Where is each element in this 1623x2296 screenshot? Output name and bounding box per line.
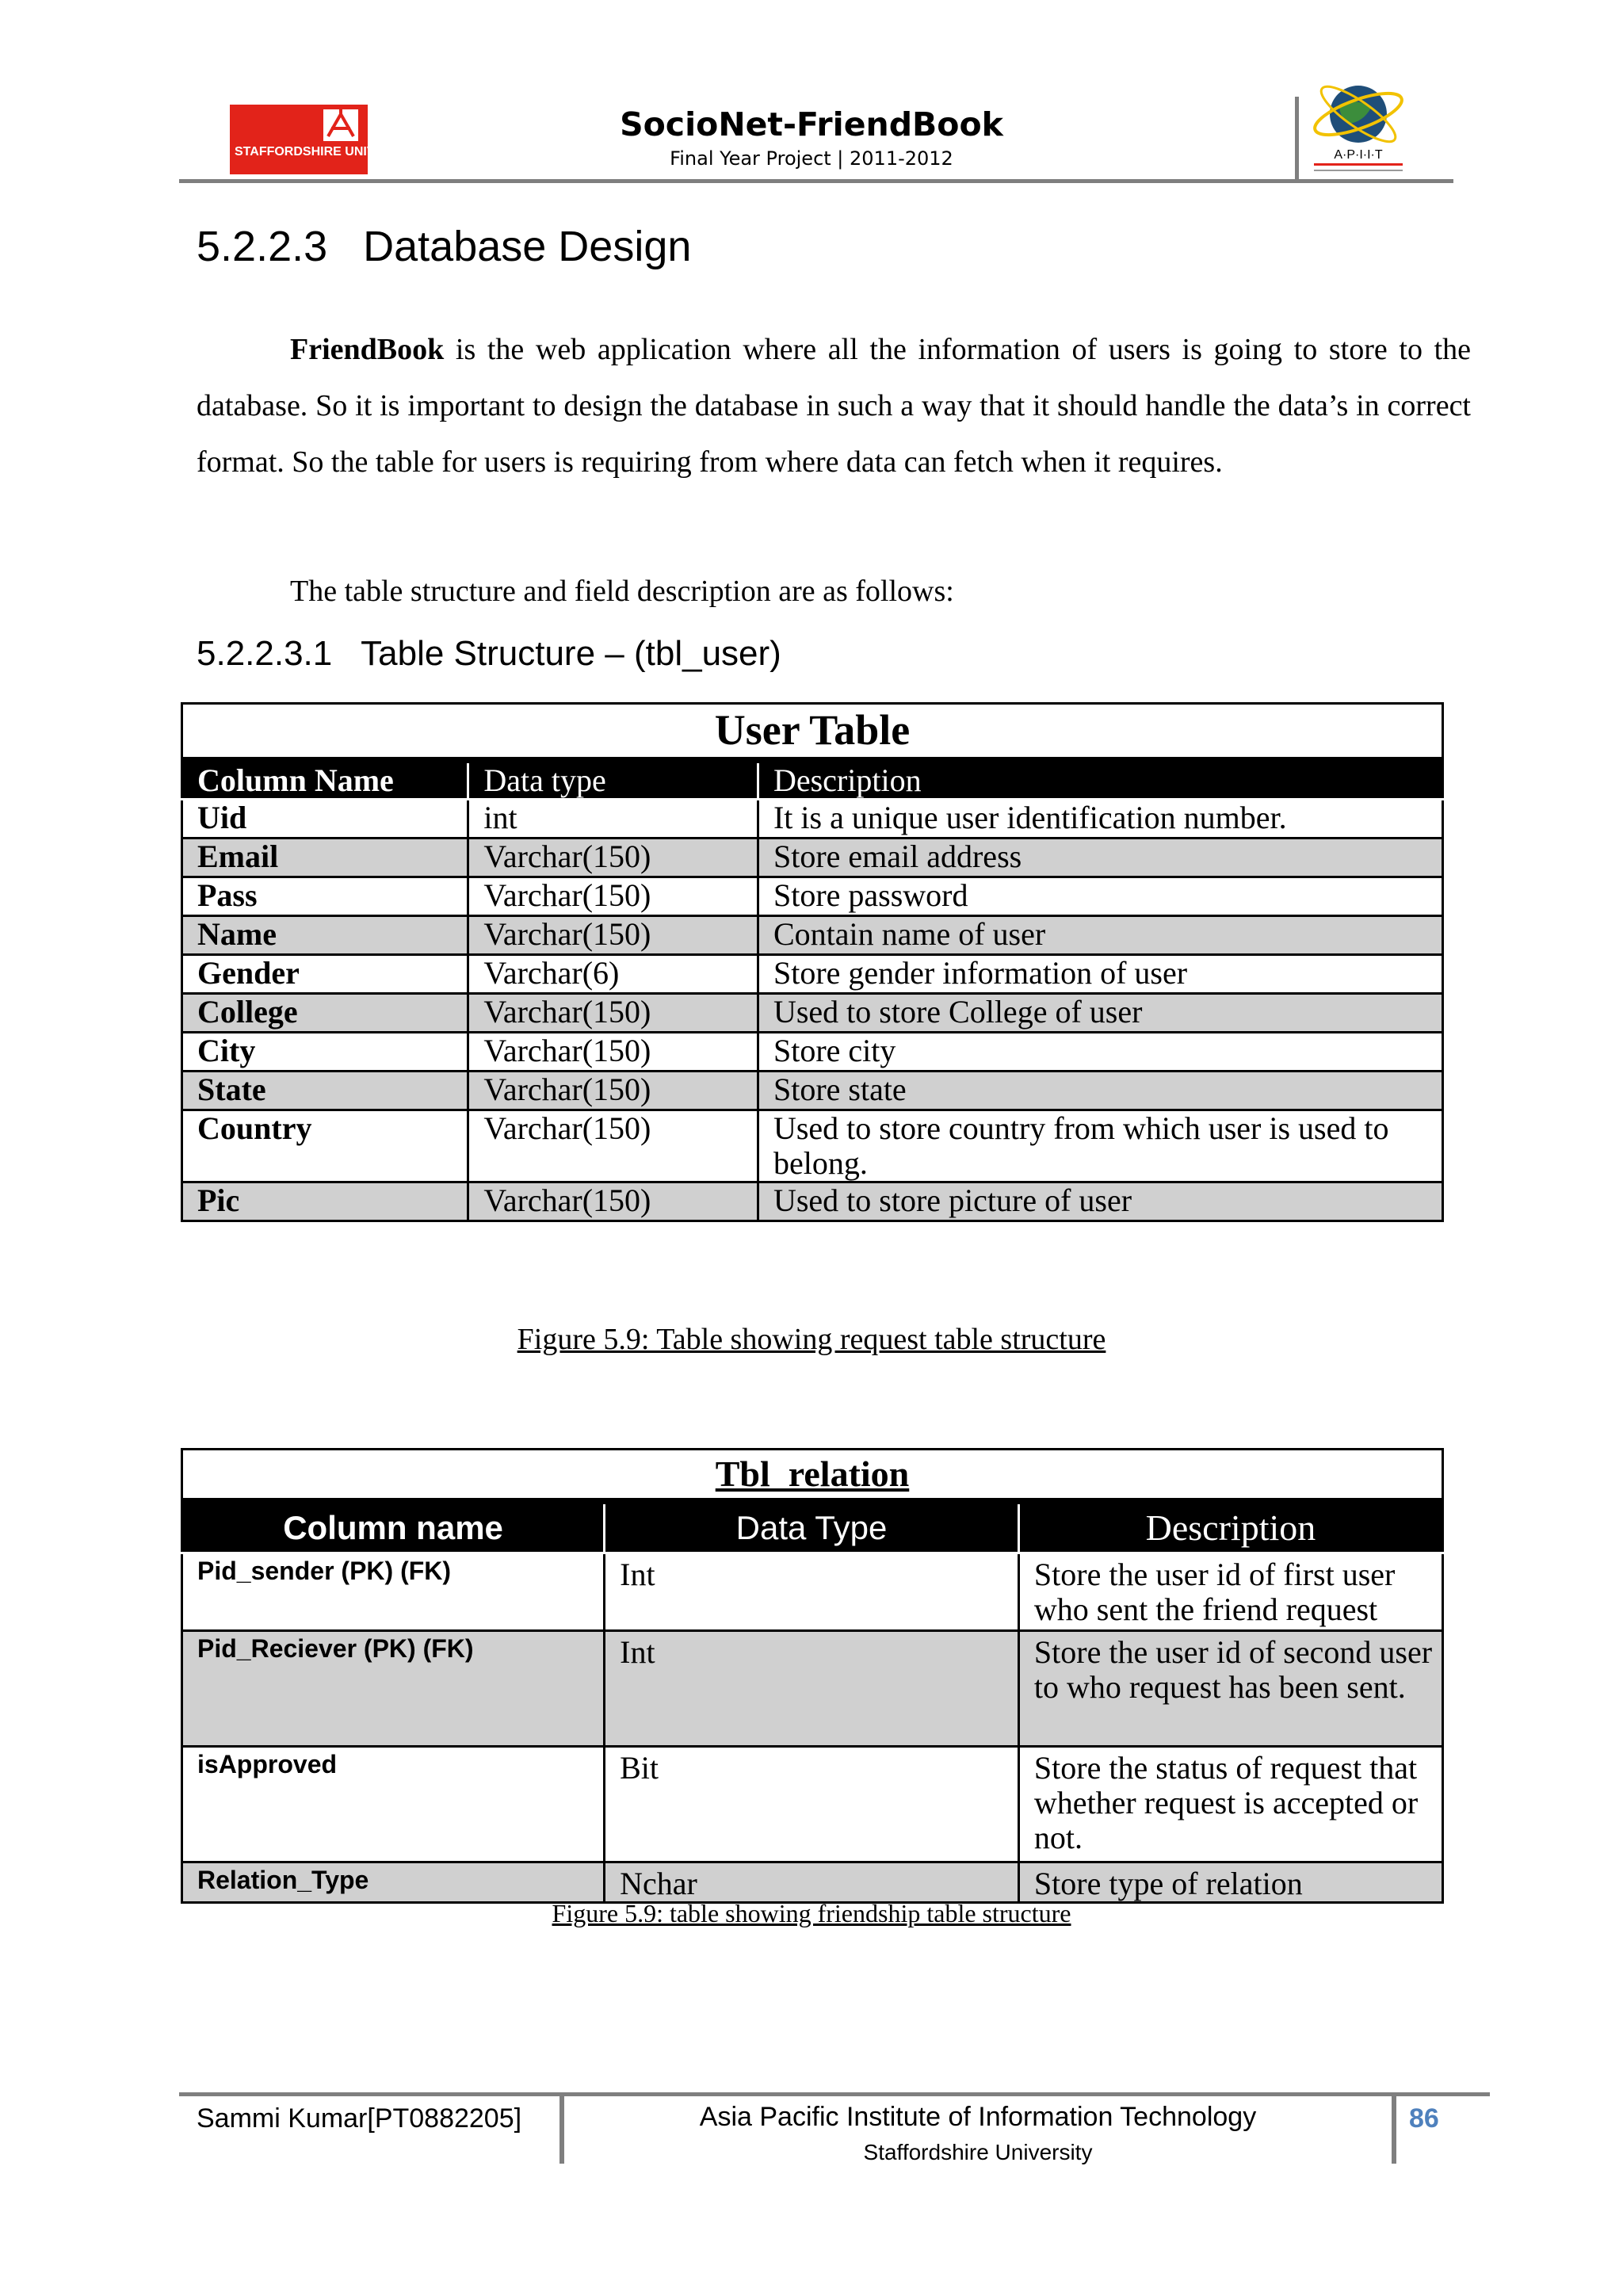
table-row [182,1033,1443,1072]
data-type-cell: int [468,800,758,839]
description-cell: Used to store College of user [758,994,1442,1033]
header-cell: Column name [182,1501,605,1553]
header-cell: Data type [468,760,758,800]
table-row [182,877,1443,916]
user-table-header [182,760,1443,800]
footer-university: Staffordshire University [863,2140,1093,2164]
table-row [182,1631,1443,1747]
apiit-logo-text: A·P·I·I·T [1334,148,1383,162]
column-name-cell: College [182,994,468,1033]
apiit-logo [1308,73,1409,182]
footer-rule [179,2092,1490,2096]
description-cell: Store gender information of user [758,955,1442,994]
logo-text: STAFFORDSHIRE UNIVERSITY [235,145,422,159]
table-row [182,1553,1443,1631]
column-name-cell: Pid_sender (PK) (FK) [182,1553,605,1631]
description-cell: Used to store picture of user [758,1182,1442,1221]
intro-paragraph [197,322,1471,491]
description-cell: Store city [758,1033,1442,1072]
data-type-cell: Varchar(150) [468,1110,758,1182]
data-type-cell: Int [605,1631,1019,1747]
footer-divider [1392,2092,1396,2164]
column-name-cell: Relation_Type [182,1862,605,1903]
header-divider [1295,97,1299,182]
column-name-cell: Pid_Reciever (PK) (FK) [182,1631,605,1747]
column-name-cell: Email [182,839,468,877]
table-row [182,1072,1443,1110]
description-cell: Store password [758,877,1442,916]
table-row [182,1862,1443,1903]
header-cell: Data Type [605,1501,1019,1553]
data-type-cell: Bit [605,1747,1019,1862]
data-type-cell: Int [605,1553,1019,1631]
user-table-title: User Table [182,704,1443,761]
description-cell: Store type of relation [1018,1862,1442,1903]
column-name-cell: Uid [182,800,468,839]
data-type-cell: Nchar [605,1862,1019,1903]
header-rule [179,179,1453,183]
column-name-cell: State [182,1072,468,1110]
description-cell: It is a unique user identification number. [758,800,1442,839]
description-cell: Store the user id of first user who sent the friend request [1018,1553,1442,1631]
description-cell: Store state [758,1072,1442,1110]
description-cell: Store the status of request that whether request is accepted or not. [1018,1747,1442,1862]
header-cell: Description [758,760,1442,800]
column-name-cell: Pass [182,877,468,916]
subsection-heading: 5.2.2.3.1 Table Structure – (tbl_user) [197,634,781,673]
data-type-cell: Varchar(150) [468,916,758,955]
figure-caption: Figure 5.9: Table showing request table structure [517,1323,1106,1356]
column-name-cell: Pic [182,1182,468,1221]
description-cell: Used to store country from which user is used to belong. [758,1110,1442,1182]
data-type-cell: Varchar(150) [468,1072,758,1110]
footer-author: Sammi Kumar[PT0882205] [197,2103,522,2134]
footer-institute: Asia Pacific Institute of Information Technology [699,2102,1257,2132]
column-name-cell: Gender [182,955,468,994]
description-cell: Store email address [758,839,1442,877]
document-title: SocioNet-FriendBook [620,105,1003,143]
page-number: 86 [1409,2103,1439,2134]
data-type-cell: Varchar(150) [468,877,758,916]
table-row [182,839,1443,877]
table-row [182,1182,1443,1221]
section-heading: 5.2.2.3 Database Design [197,223,692,270]
column-name-cell: Name [182,916,468,955]
document-subtitle: Final Year Project | 2011-2012 [670,147,953,170]
description-cell: Contain name of user [758,916,1442,955]
table-intro-text: The table structure and field description are as follows: [290,575,954,608]
header-cell: Description [1018,1501,1442,1553]
column-name-cell: isApproved [182,1747,605,1862]
data-type-cell: Varchar(150) [468,994,758,1033]
table-row [182,800,1443,839]
table-row [182,916,1443,955]
data-type-cell: Varchar(6) [468,955,758,994]
table-row [182,1747,1443,1862]
table-row [182,1110,1443,1182]
data-type-cell: Varchar(150) [468,1182,758,1221]
user-table [181,702,1444,1222]
relation-table-header [182,1501,1443,1553]
column-name-cell: City [182,1033,468,1072]
relation-table [181,1448,1444,1904]
figure-caption: Figure 5.9: table showing friendship table structure [552,1899,1071,1927]
intro-text: is the web application where all the information of users is going to store to the database. So it is important to design the database in such a way that it should handle the data’s in correct format. So the table for users is requiring from where data can fetch when it requires. [197,333,1471,479]
header-cell: Column Name [182,760,468,800]
data-type-cell: Varchar(150) [468,839,758,877]
intro-bold-term: FriendBook [290,333,445,366]
data-type-cell: Varchar(150) [468,1033,758,1072]
table-row [182,994,1443,1033]
column-name-cell: Country [182,1110,468,1182]
relation-table-title: Tbl_relation [182,1450,1443,1502]
description-cell: Store the user id of second user to who request has been sent. [1018,1631,1442,1747]
table-row [182,955,1443,994]
